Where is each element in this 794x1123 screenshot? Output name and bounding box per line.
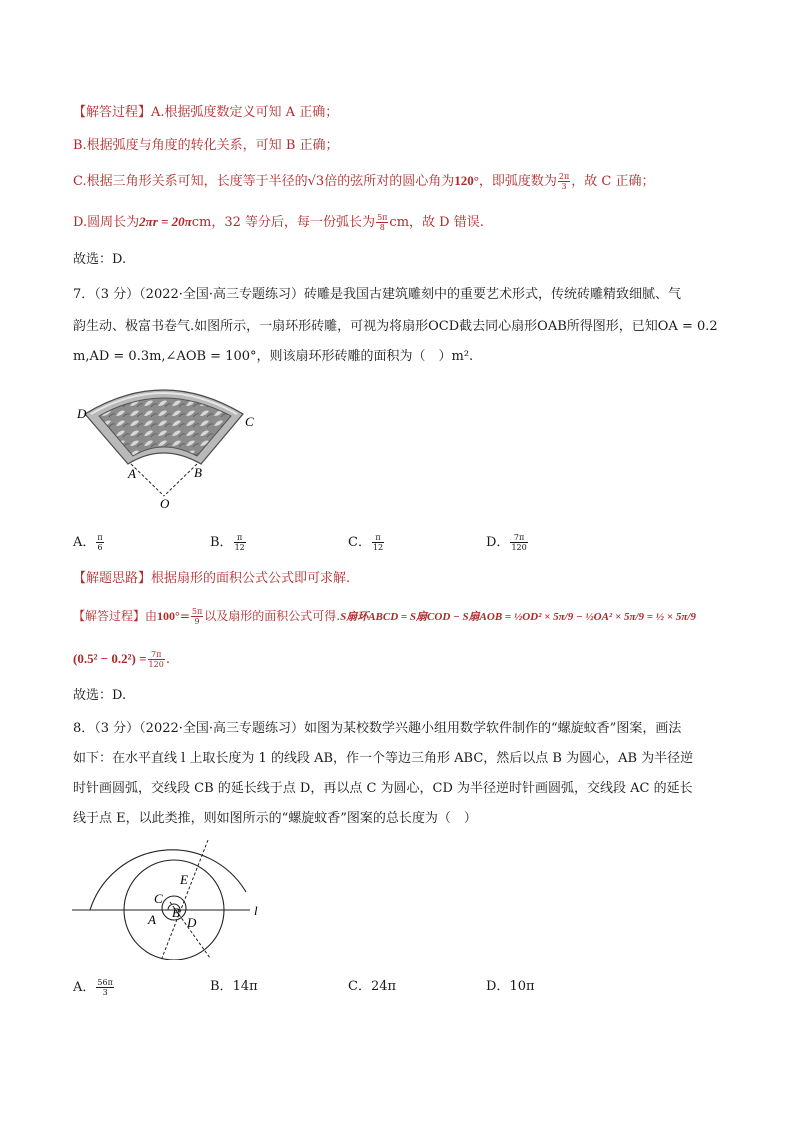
angle-120: 120° bbox=[454, 173, 479, 188]
q6-line3-c: ，即弧度数为 bbox=[478, 174, 557, 189]
q6-line1-text: A.根据弧度数定义可知 A 正确； bbox=[151, 105, 339, 120]
label-A: A bbox=[128, 466, 136, 481]
q6-line3-a: C.根据三角形关系可知，长度等于半径的 bbox=[73, 174, 308, 189]
hint-tag: 【解题思路】 bbox=[73, 571, 152, 586]
sol-text: 以及扇形的面积公式可得. bbox=[204, 609, 341, 623]
q6-solution-line-3 bbox=[73, 172, 655, 191]
dashed-line-BO bbox=[164, 464, 197, 496]
solution-tag: 【解答过程】 bbox=[73, 105, 152, 120]
circumference-formula: 2πr = 20π bbox=[139, 214, 192, 229]
sol-line2-expr: (0.5² − 0.2²) = bbox=[73, 651, 147, 666]
q7-hint bbox=[73, 570, 350, 588]
q6-line3-d: ，故 C 正确； bbox=[571, 174, 655, 189]
q7-stem-line-3: m,AD = 0.3m,∠AOB = 100°，则该扇环形砖雕的面积为（ ）m². bbox=[73, 349, 474, 364]
q7-option-b[interactable]: B． $\frac{\pi}{12}$ bbox=[210, 533, 245, 552]
fraction: $\frac{\pi}{6}$ bbox=[97, 533, 103, 552]
q8-option-a[interactable]: A． $\frac{56\pi}{3}$ bbox=[73, 978, 113, 997]
label-D: D bbox=[77, 406, 87, 421]
q6-line3-b: 倍的弦所对的圆心角为 bbox=[324, 174, 455, 189]
q7-option-a[interactable]: A． $\frac{\pi}{6}$ bbox=[73, 533, 103, 552]
label-C: C bbox=[154, 891, 163, 906]
fraction-7pi-120: $\frac{7\pi}{120}$ bbox=[148, 650, 164, 669]
q6-solution-line-1 bbox=[73, 104, 338, 122]
q7-stem-line-1: 7．（3 分）（2022·全国·高三专题练习）砖雕是我国古建筑雕刻中的重要艺术形式，传统砖雕精致细腻、气 bbox=[73, 287, 682, 302]
sol-prefix: 由 bbox=[145, 609, 158, 623]
label-B: B bbox=[194, 465, 202, 480]
q8-stem-line-4: 线于点 E，以此类推，则如图所示的“螺旋蚊香”图案的总长度为（ ） bbox=[73, 811, 477, 826]
fraction: $\frac{56\pi}{3}$ bbox=[97, 978, 113, 997]
q8-spiral-figure bbox=[70, 840, 270, 960]
q7-solution-line-2 bbox=[73, 650, 170, 669]
q7-fan-brick-figure bbox=[73, 378, 273, 513]
fraction: $\frac{\pi}{12}$ bbox=[372, 533, 384, 552]
fraction-2pi-3: $\frac{2\pi}{3}$ bbox=[558, 172, 570, 191]
q8-option-c[interactable]: C．24π bbox=[348, 979, 397, 994]
q6-solution-line-4 bbox=[73, 213, 484, 232]
q7-option-d[interactable]: D． $\frac{7\pi}{120}$ bbox=[486, 533, 527, 552]
fraction: $\frac{\pi}{12}$ bbox=[234, 533, 245, 552]
label-O: O bbox=[160, 496, 170, 511]
dashed-line-EA bbox=[162, 840, 208, 958]
spiral-outer-arc bbox=[90, 850, 246, 910]
label-C: C bbox=[245, 414, 254, 429]
q6-solution-line-2: B.根据弧度与角度的转化关系，可知 B 正确； bbox=[73, 138, 339, 153]
q8-stem-line-1: 8．（3 分）（2022·全国·高三专题练习）如图为某校数学兴趣小组用数学软件制作的“螺旋蚊香”图案，画法 bbox=[73, 721, 682, 736]
q7-option-c[interactable]: C． $\frac{\pi}{12}$ bbox=[348, 533, 384, 552]
q8-option-b[interactable]: B．14π bbox=[210, 979, 258, 994]
label-A: A bbox=[148, 912, 156, 927]
sol-end: . bbox=[165, 652, 170, 667]
label-B: B bbox=[172, 905, 180, 920]
q7-stem-line-2: 韵生动、极富书卷气.如图所示，一扇环形砖雕，可视为将扇形OCD截去同心扇形OAB所得图形，已知OA = 0.2 bbox=[73, 319, 718, 334]
fraction-5pi-9: $\frac{5\pi}{9}$ bbox=[191, 607, 203, 626]
q7-solution-line-1 bbox=[73, 607, 696, 626]
q7-answer: 故选：D. bbox=[73, 688, 127, 703]
fraction-5pi-8: $\frac{5\pi}{8}$ bbox=[377, 213, 388, 232]
q8-option-d[interactable]: D．10π bbox=[486, 979, 535, 994]
hint-text: 根据扇形的面积公式公式即可求解. bbox=[151, 571, 351, 586]
sol-angle: 100° bbox=[157, 609, 180, 623]
q6-line4-b: cm，故 D 错误. bbox=[389, 215, 484, 230]
q6-line4-a: D.圆周长为 bbox=[73, 215, 140, 230]
q8-stem-line-2: 如下：在水平直线 l 上取长度为 1 的线段 AB，作一个等边三角形 ABC，然后以点 B 为圆心，AB 为半径逆 bbox=[73, 751, 694, 766]
q8-stem-line-3: 时针画圆弧，交线段 CB 的延长线于点 D，再以点 C 为圆心，CD 为半径逆时针画圆弧，交线段 AC 的延长 bbox=[73, 781, 693, 796]
sol-eq: = bbox=[179, 609, 190, 623]
label-D: D bbox=[187, 915, 197, 930]
fraction: $\frac{7\pi}{120}$ bbox=[511, 533, 527, 552]
q6-answer: 故选：D. bbox=[73, 252, 127, 267]
sector-area-formula: S扇环ABCD = S扇COD − S扇AOB = ½OD² × 5π/9 − ½OA² × 5π/9 = ½ × 5π/9 bbox=[340, 611, 696, 623]
label-E: E bbox=[180, 872, 188, 887]
q6-line4-unit: cm，32 等分后，每一份弧长为 bbox=[191, 215, 376, 230]
sqrt3: √3 bbox=[307, 174, 325, 189]
solution-tag: 【解答过程】 bbox=[73, 609, 146, 623]
label-l: l bbox=[254, 903, 258, 918]
